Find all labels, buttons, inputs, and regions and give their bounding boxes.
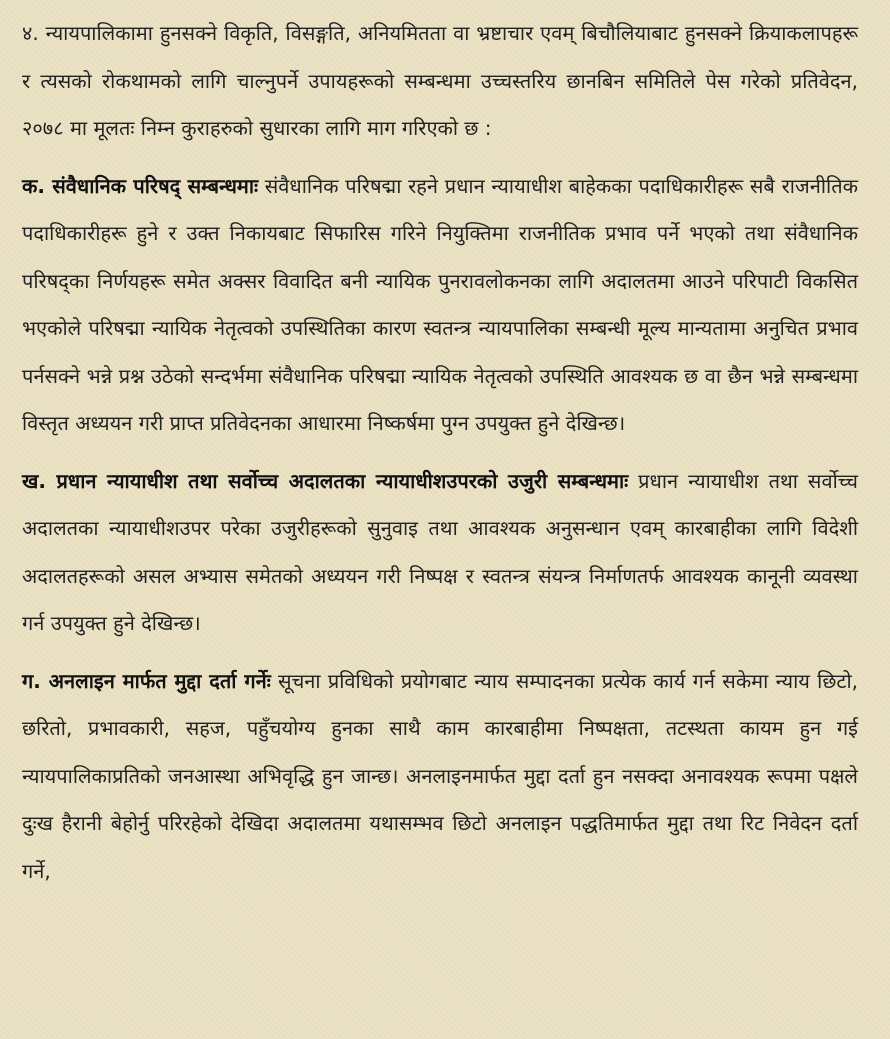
section-body: सूचना प्रविधिको प्रयोगबाट न्याय सम्पादनका प्रत्येक कार्य गर्न सकेमा न्याय छिटो, छरितो, प्रभावकारी, सहज, पहुँचयोग्य हुनका साथै काम कारबाहीमा निष्पक्षता, तटस्थता कायम हुन गई न्यायपालिकाप्रतिको जनआस्था अभिवृद्धि हुन जान्छ। अनलाइनमार्फत मुद्दा दर्ता हुन नसक्दा अनावश्यक रूपमा पक्षले दुःख हैरानी बेहोर्नु परिरहेको देखिदा अदालतमा यथासम्भव छिटो अनलाइन पद्धतिमार्फत मुद्दा तथा रिट निवेदन दर्ता गर्ने, (22, 668, 859, 883)
section-complaints-against-justices (22, 458, 858, 648)
section-body: संवैधानिक परिषद्मा रहने प्रधान न्यायाधीश बाहेकका पदाधिकारीहरू सबै राजनीतिक पदाधिकारीहरू हुने र उक्त निकायबाट सिफारिस गरिने नियुक्तिमा राजनीतिक प्रभाव पर्ने भएको तथा संवैधानिक परिषद्का निर्णयहरू समेत अक्सर विवादित बनी न्यायिक पुनरावलोकनका लागि अदालतमा आउने परिपाटी विकसित भएकोले परिषद्मा न्यायिक नेतृत्वको उपस्थितिका कारण स्वतन्त्र न्यायपालिका सम्बन्धी मूल्य मान्यतामा अनुचित प्रभाव पर्नसक्ने भन्ने प्रश्न उठेको सन्दर्भमा संवैधानिक परिषद्मा न्यायिक नेतृत्वको उपस्थिति आवश्यक छ वा छैन भन्ने सम्बन्धमा विस्तृत अध्ययन गरी प्राप्त प्रतिवेदनका आधारमा निष्कर्षमा पुग्न उपयुक्त हुने देखिन्छ। (22, 173, 858, 435)
section-heading: क. संवैधानिक परिषद् सम्बन्धमाः (22, 173, 259, 198)
section-heading: ग. अनलाइन मार्फत मुद्दा दर्ता गर्नेः (22, 668, 271, 693)
section-body: प्रधान न्यायाधीश तथा सर्वोच्च अदालतका न्यायाधीशउपर परेका उजुरीहरूको सुनुवाइ तथा आवश्यक अनुसन्धान एवम् कारबाहीका लागि विदेशी अदालतहरूको असल अभ्यास समेतको अध्ययन गरी निष्पक्ष र स्वतन्त्र संयन्त्र निर्माणतर्फ आवश्यक कानूनी व्यवस्था गर्न उपयुक्त हुने देखिन्छ। (22, 468, 858, 635)
section-online-case-filing (22, 658, 858, 896)
section-heading: ख. प्रधान न्यायाधीश तथा सर्वोच्च अदालतका न्यायाधीशउपरको उजुरी सम्बन्धमाः (22, 468, 629, 493)
section-constitutional-council (22, 163, 858, 448)
intro-paragraph: ४. न्यायपालिकामा हुनसक्ने विकृति, विसङ्गति, अनियमितता वा भ्रष्टाचार एवम् बिचौलियाबाट हुनसक्ने क्रियाकलापहरू र त्यसको रोकथामको लागि चाल्नुपर्ने उपायहरूको सम्बन्धमा उच्चस्तरिय छानबिन समितिले पेस गरेको प्रतिवेदन, २०७८ मा मूलतः निम्न कुराहरुको सुधारका लागि माग गरिएको छ : (22, 21, 858, 140)
